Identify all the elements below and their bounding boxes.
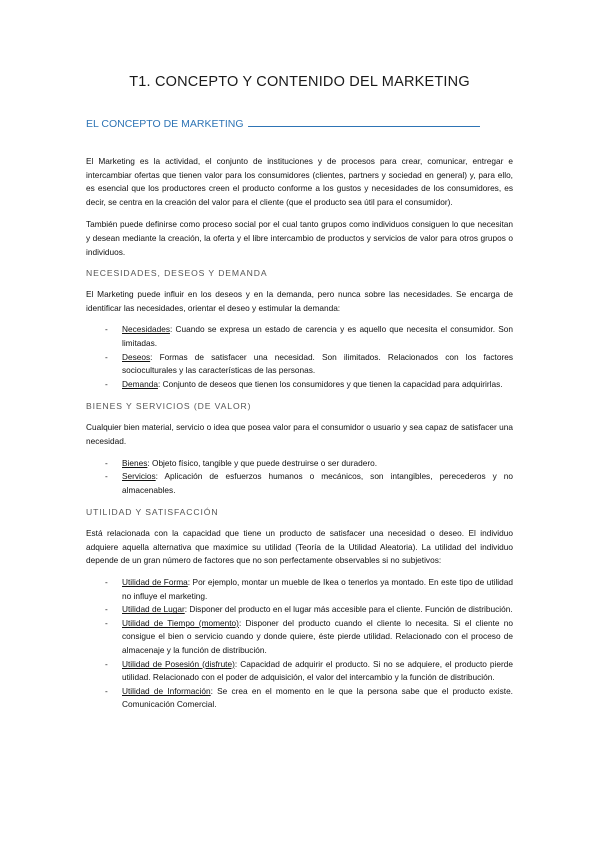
list-item-term: Utilidad de Información (122, 685, 211, 696)
list-item-text: : Cuando se expresa un estado de carencia y es aquello que necesita el consumidor. Son limitadas. (122, 324, 513, 348)
list-item (108, 617, 513, 658)
list-item (108, 457, 513, 471)
list-item (108, 685, 513, 712)
list-item-text: : Disponer del producto en el lugar más accesible para el cliente. Función de distribución. (184, 604, 513, 615)
heading-underline (248, 126, 480, 127)
list-utilidad (86, 576, 513, 712)
subheading-bienes: BIENES Y SERVICIOS (DE VALOR) (86, 401, 252, 412)
list-item-term: Utilidad de Posesión (disfrute) (122, 658, 235, 669)
list-item (108, 658, 513, 685)
intro-paragraph-1: El Marketing es la actividad, el conjunto de instituciones y de procesos para crear, comunicar, entregar e intercambiar ofertas que tienen valor para los consumidores (clientes, partners y sociedad en general) y, para ello, es esencial que los productores creen el producto conforme a los gustos y necesidades de los consumidores, es decir, se centra en la creación del valor para el cliente (que el producto sea útil para el consumidor). (86, 156, 513, 207)
list-necesidades (86, 323, 513, 391)
list-item-term: Deseos (122, 351, 151, 362)
list-item-text: : Disponer del producto cuando el cliente lo necesita. Si el cliente no consigue el bien o servicio cuando y donde quiere, éste pierde utilidad. Relacionado con el proceso de almacenaje y la función de distribución. (122, 617, 514, 656)
list-item-term: Utilidad de Forma (122, 577, 188, 588)
paragraph-bienes: Cualquier bien material, servicio o idea que posea valor para el consumidor o usuario y sea capaz de satisfacer una necesidad. (86, 422, 513, 446)
list-item-text: : Se crea en el momento en le que la persona sabe que el producto existe. Comunicación Comercial. (122, 685, 513, 710)
list-item-text: : Formas de satisfacer una necesidad. Son ilimitados. Relacionados con los factores socioculturales y las características de las personas. (122, 351, 513, 376)
list-item (108, 378, 513, 392)
list-item-text: : Por ejemplo, montar un mueble de Ikea o tenerlos ya montado. En este tipo de utilidad no influye el marketing. (122, 577, 513, 601)
list-item-term: Servicios (122, 471, 156, 482)
intro-paragraph-2: También puede definirse como proceso social por el cual tanto grupos como individuos consiguen lo que necesitan y desean mediante la creación, la oferta y el libre intercambio de productos y servicios de valor para otros grupos o individuos. (86, 219, 513, 257)
paragraph-utilidad: Está relacionada con la capacidad que tiene un producto de satisfacer una necesidad o deseo. El individuo adquiere aquella alternativa que maximice su utilidad (Teoría de la Utilidad Aleatoria). La utilidad del individuo depende de un gran número de factores que no son perfectamente observables si no subjetivos: (86, 528, 513, 566)
list-item (108, 323, 513, 350)
list-item (108, 576, 513, 603)
list-item (108, 603, 513, 617)
subheading-necesidades: NECESIDADES, DESEOS Y DEMANDA (86, 268, 268, 279)
list-item-text: : Capacidad de adquirir el producto. Si no se adquiere, el producto pierde utilidad. Relacionado con el poder de adquisición, el valor del intercambio y la función de distribución. (122, 658, 513, 683)
list-item-term: Bienes (122, 457, 148, 468)
section-heading (86, 118, 480, 130)
subheading-utilidad: UTILIDAD Y SATISFACCIÓN (86, 507, 219, 518)
list-bienes (86, 457, 513, 498)
list-item-term: Utilidad de Tiempo (momento) (122, 617, 239, 628)
list-item (108, 351, 513, 378)
list-item-term: Utilidad de Lugar (122, 604, 185, 615)
list-item-term: Demanda (122, 378, 158, 389)
list-item-text: : Objeto físico, tangible y que puede destruirse o ser duradero. (147, 457, 378, 468)
list-item-text: : Conjunto de deseos que tienen los consumidores y que tienen la capacidad para adquirirlas. (157, 378, 503, 389)
list-item-term: Necesidades (122, 324, 170, 335)
document-title: T1. CONCEPTO Y CONTENIDO DEL MARKETING (129, 74, 470, 90)
list-item-text: : Aplicación de esfuerzos humanos o mecánicos, son intangibles, perecederos y no almacenables. (122, 471, 513, 495)
paragraph-necesidades: El Marketing puede influir en los deseos y en la demanda, pero nunca sobre las necesidades. Se encarga de identificar las necesidades, orientar el deseo y estimular la demanda: (86, 289, 513, 313)
document-body (86, 155, 513, 712)
list-item (108, 470, 513, 497)
section-heading-text: EL CONCEPTO DE MARKETING (86, 118, 244, 130)
